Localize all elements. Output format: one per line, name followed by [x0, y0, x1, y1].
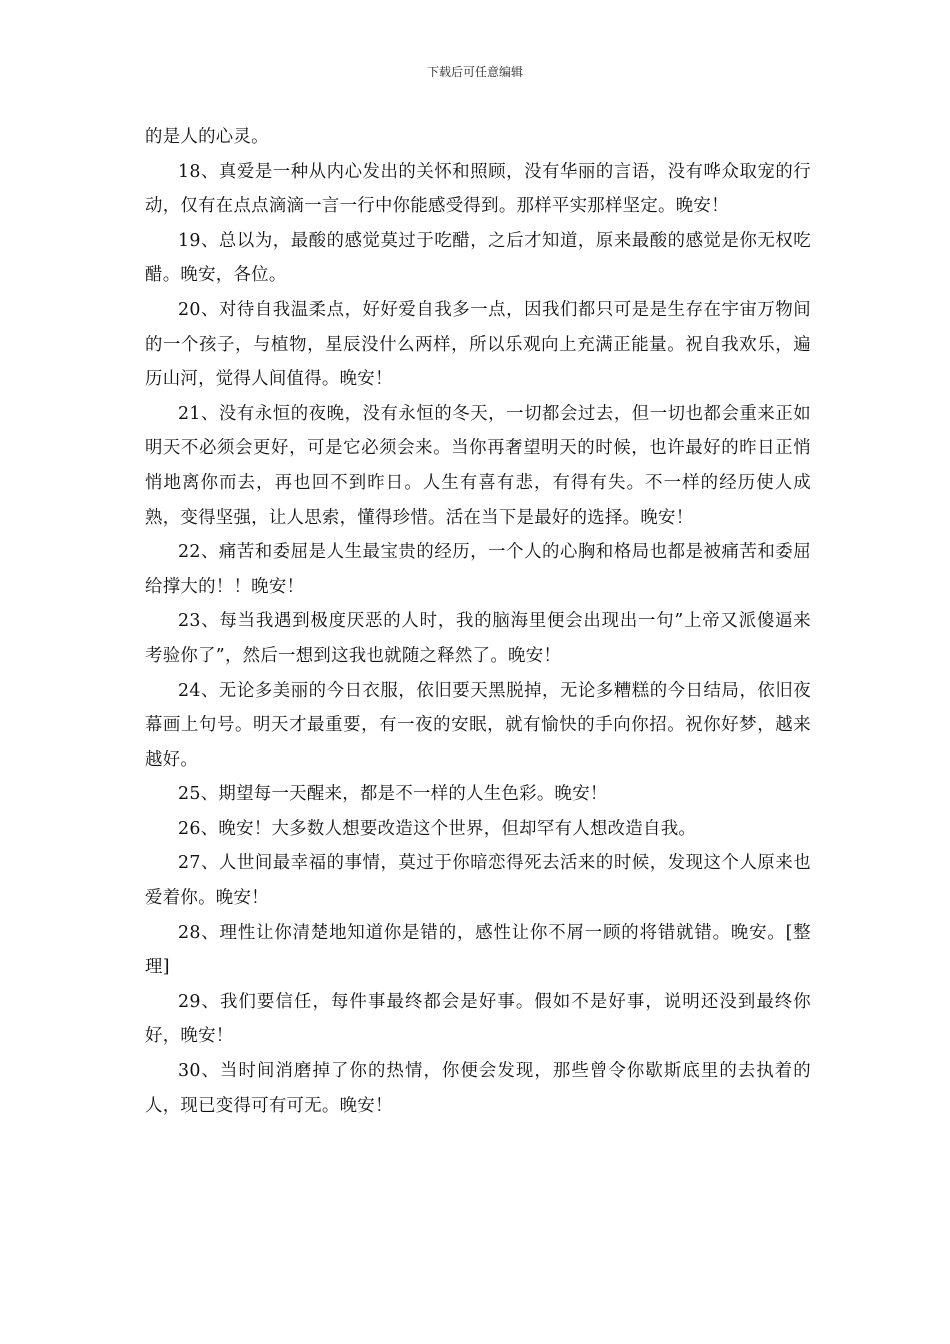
paragraph-25: 25、期望每一天醒来，都是不一样的人生色彩。晚安！ — [178, 784, 608, 805]
paragraph-23: 23、每当我遇到极度厌恶的人时，我的脑海里便会出现出一句”上帝又派傻逼来考验你了”，然后一想到这我也就随之释然了。晚安！ — [145, 611, 811, 666]
paragraph-29: 29、我们要信任，每件事最终都会是好事。假如不是好事，说明还没到最终你好，晚安！ — [145, 991, 811, 1047]
paragraph-18: 18、真爱是一种从内心发出的关怀和照顾，没有华丽的言语，没有哗众取宠的行动，仅有在点点滴滴一言一行中你能感受得到。那样平实那样坚定。晚安！ — [145, 161, 811, 217]
paragraph-30: 30、当时间消磨掉了你的热情，你便会发现，那些曾令你歇斯底里的去执着的人，现已变得可有可无。晚安！ — [145, 1061, 811, 1116]
paragraph-21: 21、没有永恒的夜晚，没有永恒的冬天，一切都会过去，但一切也都会重来正如明天不必须会更好，可是它必须会来。当你再奢望明天的时候，也许最好的昨日正悄悄地离你而去，再也回不到昨日。人生有喜有悲，有得有失。不一样的经历使人成熟，变得坚强，让人思索，懂得珍惜。活在当下是最好的选择。晚安！ — [145, 403, 811, 528]
paragraph-20: 20、对待自我温柔点，好好爱自我多一点，因我们都只可是是生存在宇宙万物间的一个孩子，与植物，星辰没什么两样，所以乐观向上充满正能量。祝自我欢乐，遍历山河，觉得人间值得。晚安！ — [145, 299, 811, 390]
paragraph-27: 27、人世间最幸福的事情，莫过于你暗恋得死去活来的时候，发现这个人原来也爱着你。晚安！ — [145, 853, 811, 909]
paragraph-26: 26、晚安！大多数人想要改造这个世界，但却罕有人想改造自我。 — [178, 818, 697, 839]
page-header: 下载后可任意编辑 — [426, 65, 523, 79]
paragraph-19: 19、总以为，最酸的感觉莫过于吃醋，之后才知道，原来最酸的感觉是你无权吃醋。晚安，各位。 — [145, 230, 811, 286]
paragraph-22: 22、痛苦和委屈是人生最宝贵的经历，一个人的心胸和格局也都是被痛苦和委屈给撑大的！！晚安！ — [145, 542, 811, 597]
paragraph-28: 28、理性让你清楚地知道你是错的，感性让你不屑一顾的将错就错。晚安。[整理] — [145, 922, 811, 978]
paragraph-24: 24、无论多美丽的今日衣服，依旧要天黑脱掉，无论多糟糕的今日结局，依旧夜幕画上句号。明天才最重要，有一夜的安眠，就有愉快的手向你招。祝你好梦，越来越好。 — [145, 680, 811, 770]
document-body — [145, 120, 811, 1123]
paragraph-continuation: 的是人的心灵。 — [145, 127, 269, 147]
